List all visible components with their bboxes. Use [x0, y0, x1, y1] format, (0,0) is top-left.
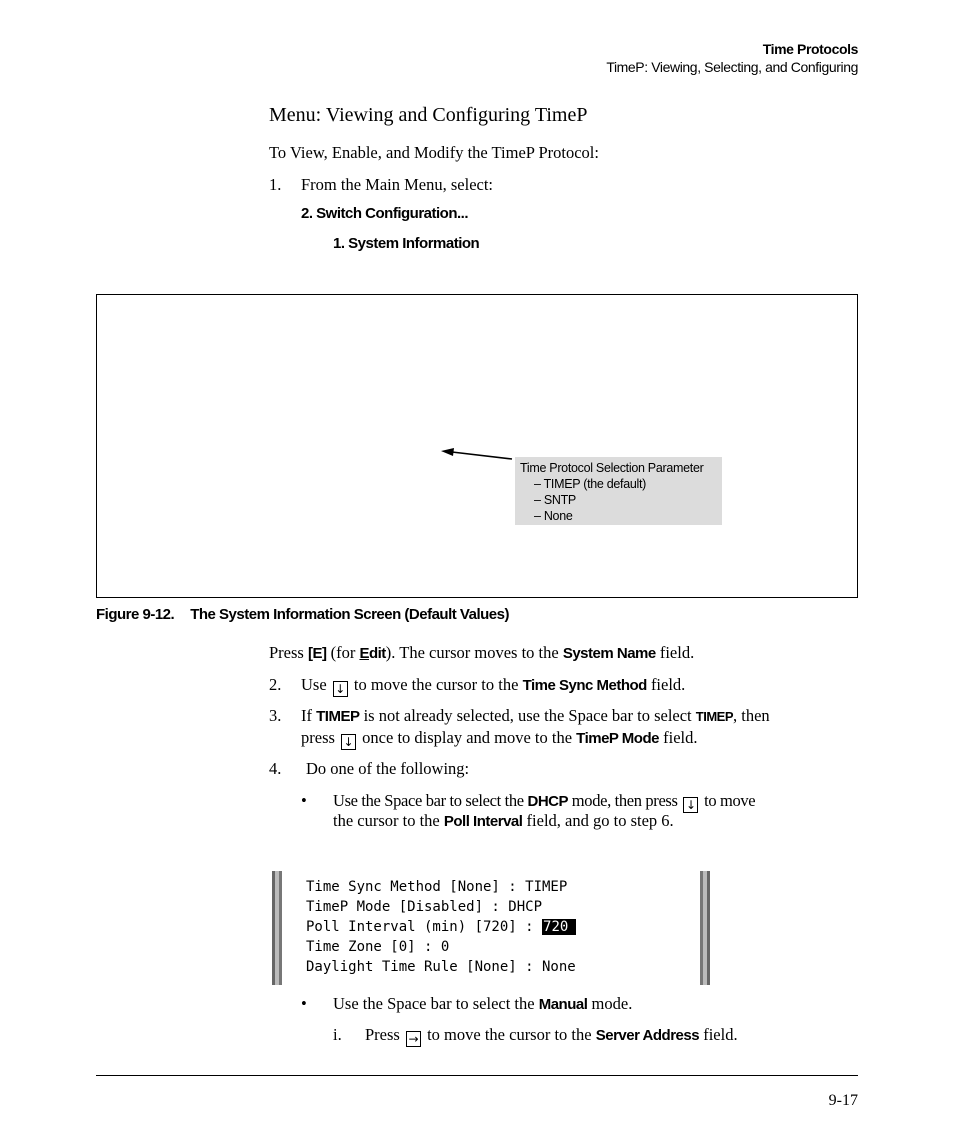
callout-arrow: [430, 440, 520, 470]
poll-interval-input[interactable]: 720: [542, 919, 576, 935]
down-arrow-key-icon: ↓: [683, 797, 698, 813]
step-4: 4. Do one of the following:: [269, 759, 470, 778]
field-server-address: Server Address: [595, 1027, 700, 1044]
page-number: 9-17: [828, 1092, 858, 1109]
intro-text: To View, Enable, and Modify the TimeP Protocol:: [269, 143, 599, 162]
field-time-sync-method: Time Sync Method: [522, 677, 647, 694]
menu-path-level2: 1. System Information: [333, 235, 480, 252]
terminal-line: Time Sync Method [None] : TIMEP: [306, 879, 568, 895]
callout-option: – TIMEP (the default): [534, 477, 647, 491]
callout-title: Time Protocol Selection Parameter: [520, 461, 704, 475]
field-timep-mode: TimeP Mode: [576, 730, 659, 747]
down-arrow-key-icon: ↓: [341, 734, 356, 750]
terminal-line: TimeP Mode [Disabled] : DHCP: [306, 899, 543, 915]
terminal-line: Time Zone [0] : 0: [306, 939, 450, 955]
terminal-left-bar: [272, 871, 282, 985]
bullet-dhcp-line1: • Use the Space bar to select the DHCP mode, then press ↓ to move: [301, 791, 756, 812]
running-header-title: Time Protocols: [762, 41, 858, 57]
running-header-subtitle: TimeP: Viewing, Selecting, and Configuring: [606, 59, 858, 75]
step-3-line2: press ↓ once to display and move to the TimeP Mode field.: [301, 728, 698, 749]
callout-option: – None: [534, 509, 573, 523]
step-2: 2. Use ↓ to move the cursor to the Time Sync Method field.: [269, 675, 686, 696]
field-poll-interval: Poll Interval: [443, 813, 523, 830]
callout-option: – SNTP: [534, 493, 576, 507]
terminal-line: Daylight Time Rule [None] : None: [306, 959, 576, 975]
terminal-lines: [306, 877, 576, 977]
step-3-line1: 3. If TIMEP is not already selected, use the Space bar to select TIMEP, then: [269, 706, 770, 725]
step-text: From the Main Menu, select:: [301, 175, 494, 194]
menu-path-level1: 2. Switch Configuration...: [301, 205, 468, 222]
terminal-screen: [272, 871, 710, 985]
terminal-line: Poll Interval (min) [720] : 720: [306, 917, 576, 937]
key-e: [E]: [307, 645, 327, 662]
step-1: [269, 175, 493, 195]
figure-caption-label: Figure 9-12.: [96, 606, 175, 623]
callout-box: [515, 457, 722, 525]
bullet-dhcp-line2: the cursor to the Poll Interval field, and go to step 6.: [333, 811, 674, 830]
field-system-name: System Name: [562, 645, 656, 662]
bullet-manual: • Use the Space bar to select the Manual mode.: [301, 994, 633, 1013]
figure-caption: [96, 606, 509, 623]
terminal-right-bar: [700, 871, 710, 985]
press-e-paragraph: Press [E] (for Edit). The cursor moves to the System Name field.: [269, 643, 695, 662]
edit-mnemonic: E: [359, 645, 369, 662]
down-arrow-key-icon: ↓: [333, 681, 348, 697]
substep-i: i. Press → to move the cursor to the Server Address field.: [333, 1025, 738, 1046]
footer-rule: [96, 1075, 858, 1076]
section-title: Menu: Viewing and Configuring TimeP: [269, 104, 588, 126]
right-arrow-key-icon: →: [406, 1031, 421, 1047]
figure-caption-text: The System Information Screen (Default Values): [190, 606, 509, 623]
step-number: 1.: [269, 175, 282, 194]
